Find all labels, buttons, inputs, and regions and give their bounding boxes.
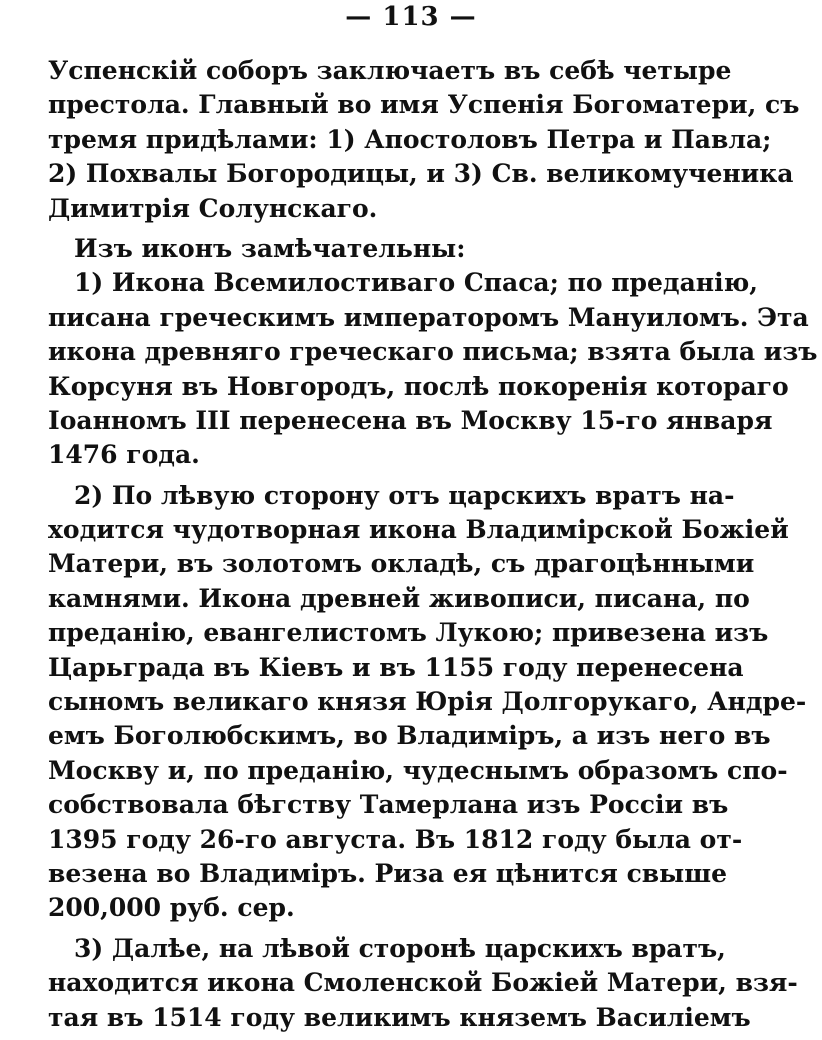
text-line: Царьграда въ Кіевъ и въ 1155 году перенесена [48, 652, 744, 682]
text-line: престола. Главный во имя Успенія Богоматери, съ [48, 90, 800, 120]
text-line: Димитрія Солунскаго. [48, 193, 378, 223]
text-line: Матери, въ золотомъ окладѣ, съ драгоцѣнными [48, 549, 755, 579]
text-line: ходится чудотворная икона Владимірской Божіей [48, 515, 789, 545]
text-line: 3) Далѣе, на лѣвой сторонѣ царскихъ вратъ, [74, 933, 726, 963]
text-line: Корсуня въ Новгородъ, послѣ покоренія котораго [48, 371, 789, 401]
text-line: находится икона Смоленской Божіей Матери, взя- [48, 968, 798, 998]
text-line: Успенскій соборъ заключаетъ въ себѣ четыре [48, 56, 732, 85]
text-line: Іоанномъ III перенесена въ Москву 15-го января [48, 405, 773, 435]
text-line: 2) Похвалы Богородицы, и 3) Св. великомученика [48, 159, 794, 189]
text-line: собствовала бѣгству Тамерлана изъ Россіи въ [48, 790, 729, 820]
section-heading: Изъ иконъ замѣчательны: [74, 233, 466, 263]
text-line: тремя придѣлами: 1) Апостоловъ Петра и Павла; [48, 124, 772, 154]
text-line: писана греческимъ императоромъ Мануиломъ. Эта [48, 302, 809, 332]
text-line: 1476 года. [48, 440, 200, 470]
text-line: сыномъ великаго князя Юрія Долгорукаго, Андре- [48, 687, 807, 717]
text-line: 1) Икона Всемилостиваго Спаса; по преданію, [74, 268, 758, 298]
text-line: икона древняго греческаго письма; взята была изъ [48, 337, 818, 367]
body-text [48, 54, 818, 1035]
text-line: 200,000 руб. сер. [48, 893, 295, 923]
text-line: Москву и, по преданію, чудеснымъ образомъ спо- [48, 755, 788, 785]
text-line: 2) По лѣвую сторону отъ царскихъ вратъ на- [74, 480, 735, 510]
text-line: камнями. Икона древней живописи, писана, по [48, 583, 750, 613]
text-line: преданію, евангелистомъ Лукою; привезена изъ [48, 618, 769, 648]
text-line: 1395 году 26-го августа. Въ 1812 году была от- [48, 824, 743, 854]
text-line: везена во Владиміръ. Риза ея цѣнится свыше [48, 858, 728, 888]
page-number: — 113 — [345, 2, 477, 32]
text-line: тая въ 1514 году великимъ княземъ Василіемъ [48, 1002, 751, 1032]
text-line: емъ Боголюбскимъ, во Владиміръ, а изъ него въ [48, 721, 771, 751]
